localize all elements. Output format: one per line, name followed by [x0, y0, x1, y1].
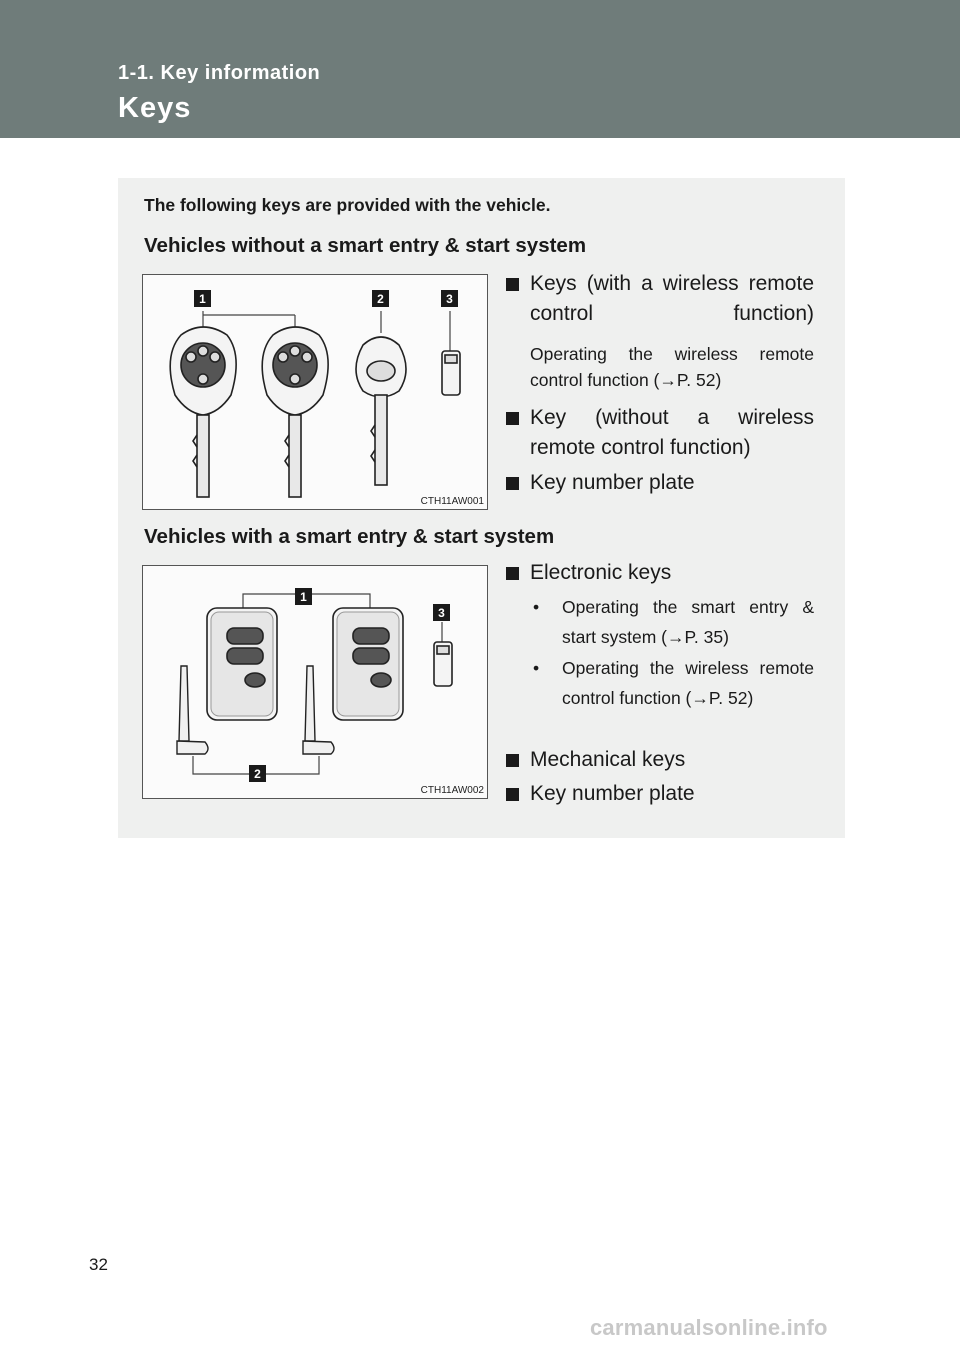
- group2-item-3: [506, 779, 814, 809]
- item-number-badge: [506, 788, 519, 801]
- key-number-plate: [442, 351, 460, 395]
- figure-code: CTH11AW001: [420, 496, 484, 507]
- svg-text:3: 3: [446, 292, 453, 306]
- svg-text:3: 3: [438, 606, 445, 620]
- group1-heading: Vehicles without a smart entry & start system: [144, 234, 587, 257]
- conventional-keys-illustration: [143, 275, 487, 509]
- item-number-badge: [506, 477, 519, 490]
- smart-key-2: [333, 608, 403, 720]
- section-label: 1-1. Key information: [118, 62, 321, 84]
- item-label: Key number plate: [530, 782, 695, 805]
- smart-keys-illustration: [143, 566, 487, 798]
- item-label: Keys (with a wireless remote control function): [530, 272, 814, 325]
- callout-3: [433, 604, 450, 621]
- figure-code: CTH11AW002: [420, 785, 484, 796]
- svg-text:2: 2: [254, 767, 261, 781]
- item-number-badge: [506, 412, 519, 425]
- svg-text:1: 1: [199, 292, 206, 306]
- callout-1: [194, 290, 211, 307]
- bullet-text: Operating the smart entry & start system (→P. 35): [562, 597, 814, 647]
- remote-key-1: [170, 327, 236, 497]
- group2-bullet-2: [530, 653, 814, 713]
- figure-smart-keys: [142, 565, 488, 799]
- figure-conventional-keys: [142, 274, 488, 510]
- group2-heading: Vehicles with a smart entry & start system: [144, 525, 555, 548]
- group2-item-2: [506, 745, 814, 775]
- group1-item-1: [506, 269, 814, 329]
- key-number-plate: [434, 642, 452, 686]
- item-label: Electronic keys: [530, 561, 672, 584]
- plain-key: [356, 337, 406, 485]
- group1-note: Operating the wireless remote control function (→P. 52): [530, 344, 814, 390]
- intro-text: The following keys are provided with the vehicle.: [144, 195, 551, 215]
- mechanical-key-2: [303, 666, 334, 754]
- svg-text:1: 1: [300, 590, 307, 604]
- callout-1: [295, 588, 312, 605]
- mechanical-key-1: [177, 666, 208, 754]
- group2-bullet-1: [530, 592, 814, 652]
- callout-2: [249, 765, 266, 782]
- bullet-dot: •: [533, 597, 540, 617]
- bullet-dot: •: [533, 658, 540, 678]
- item-label: Key number plate: [530, 471, 695, 494]
- page-title: Keys: [118, 92, 192, 124]
- header-bar: [0, 0, 960, 138]
- item-number-badge: [506, 278, 519, 291]
- item-number-badge: [506, 754, 519, 767]
- item-label: Mechanical keys: [530, 748, 686, 771]
- item-number-badge: [506, 567, 519, 580]
- page-number: 32: [89, 1255, 108, 1274]
- bullet-text: Operating the wireless remote control function (→P. 52): [562, 658, 814, 708]
- remote-key-2: [262, 327, 328, 497]
- callout-3: [441, 290, 458, 307]
- group1-item-2: [506, 403, 814, 463]
- group2-item-1: [506, 558, 814, 588]
- watermark[interactable]: carmanualsonline.info: [590, 1315, 828, 1340]
- item-label: Key (without a wireless remote control function): [530, 406, 814, 459]
- svg-text:2: 2: [377, 292, 384, 306]
- callout-2: [372, 290, 389, 307]
- smart-key-1: [207, 608, 277, 720]
- group1-item-3: [506, 468, 814, 498]
